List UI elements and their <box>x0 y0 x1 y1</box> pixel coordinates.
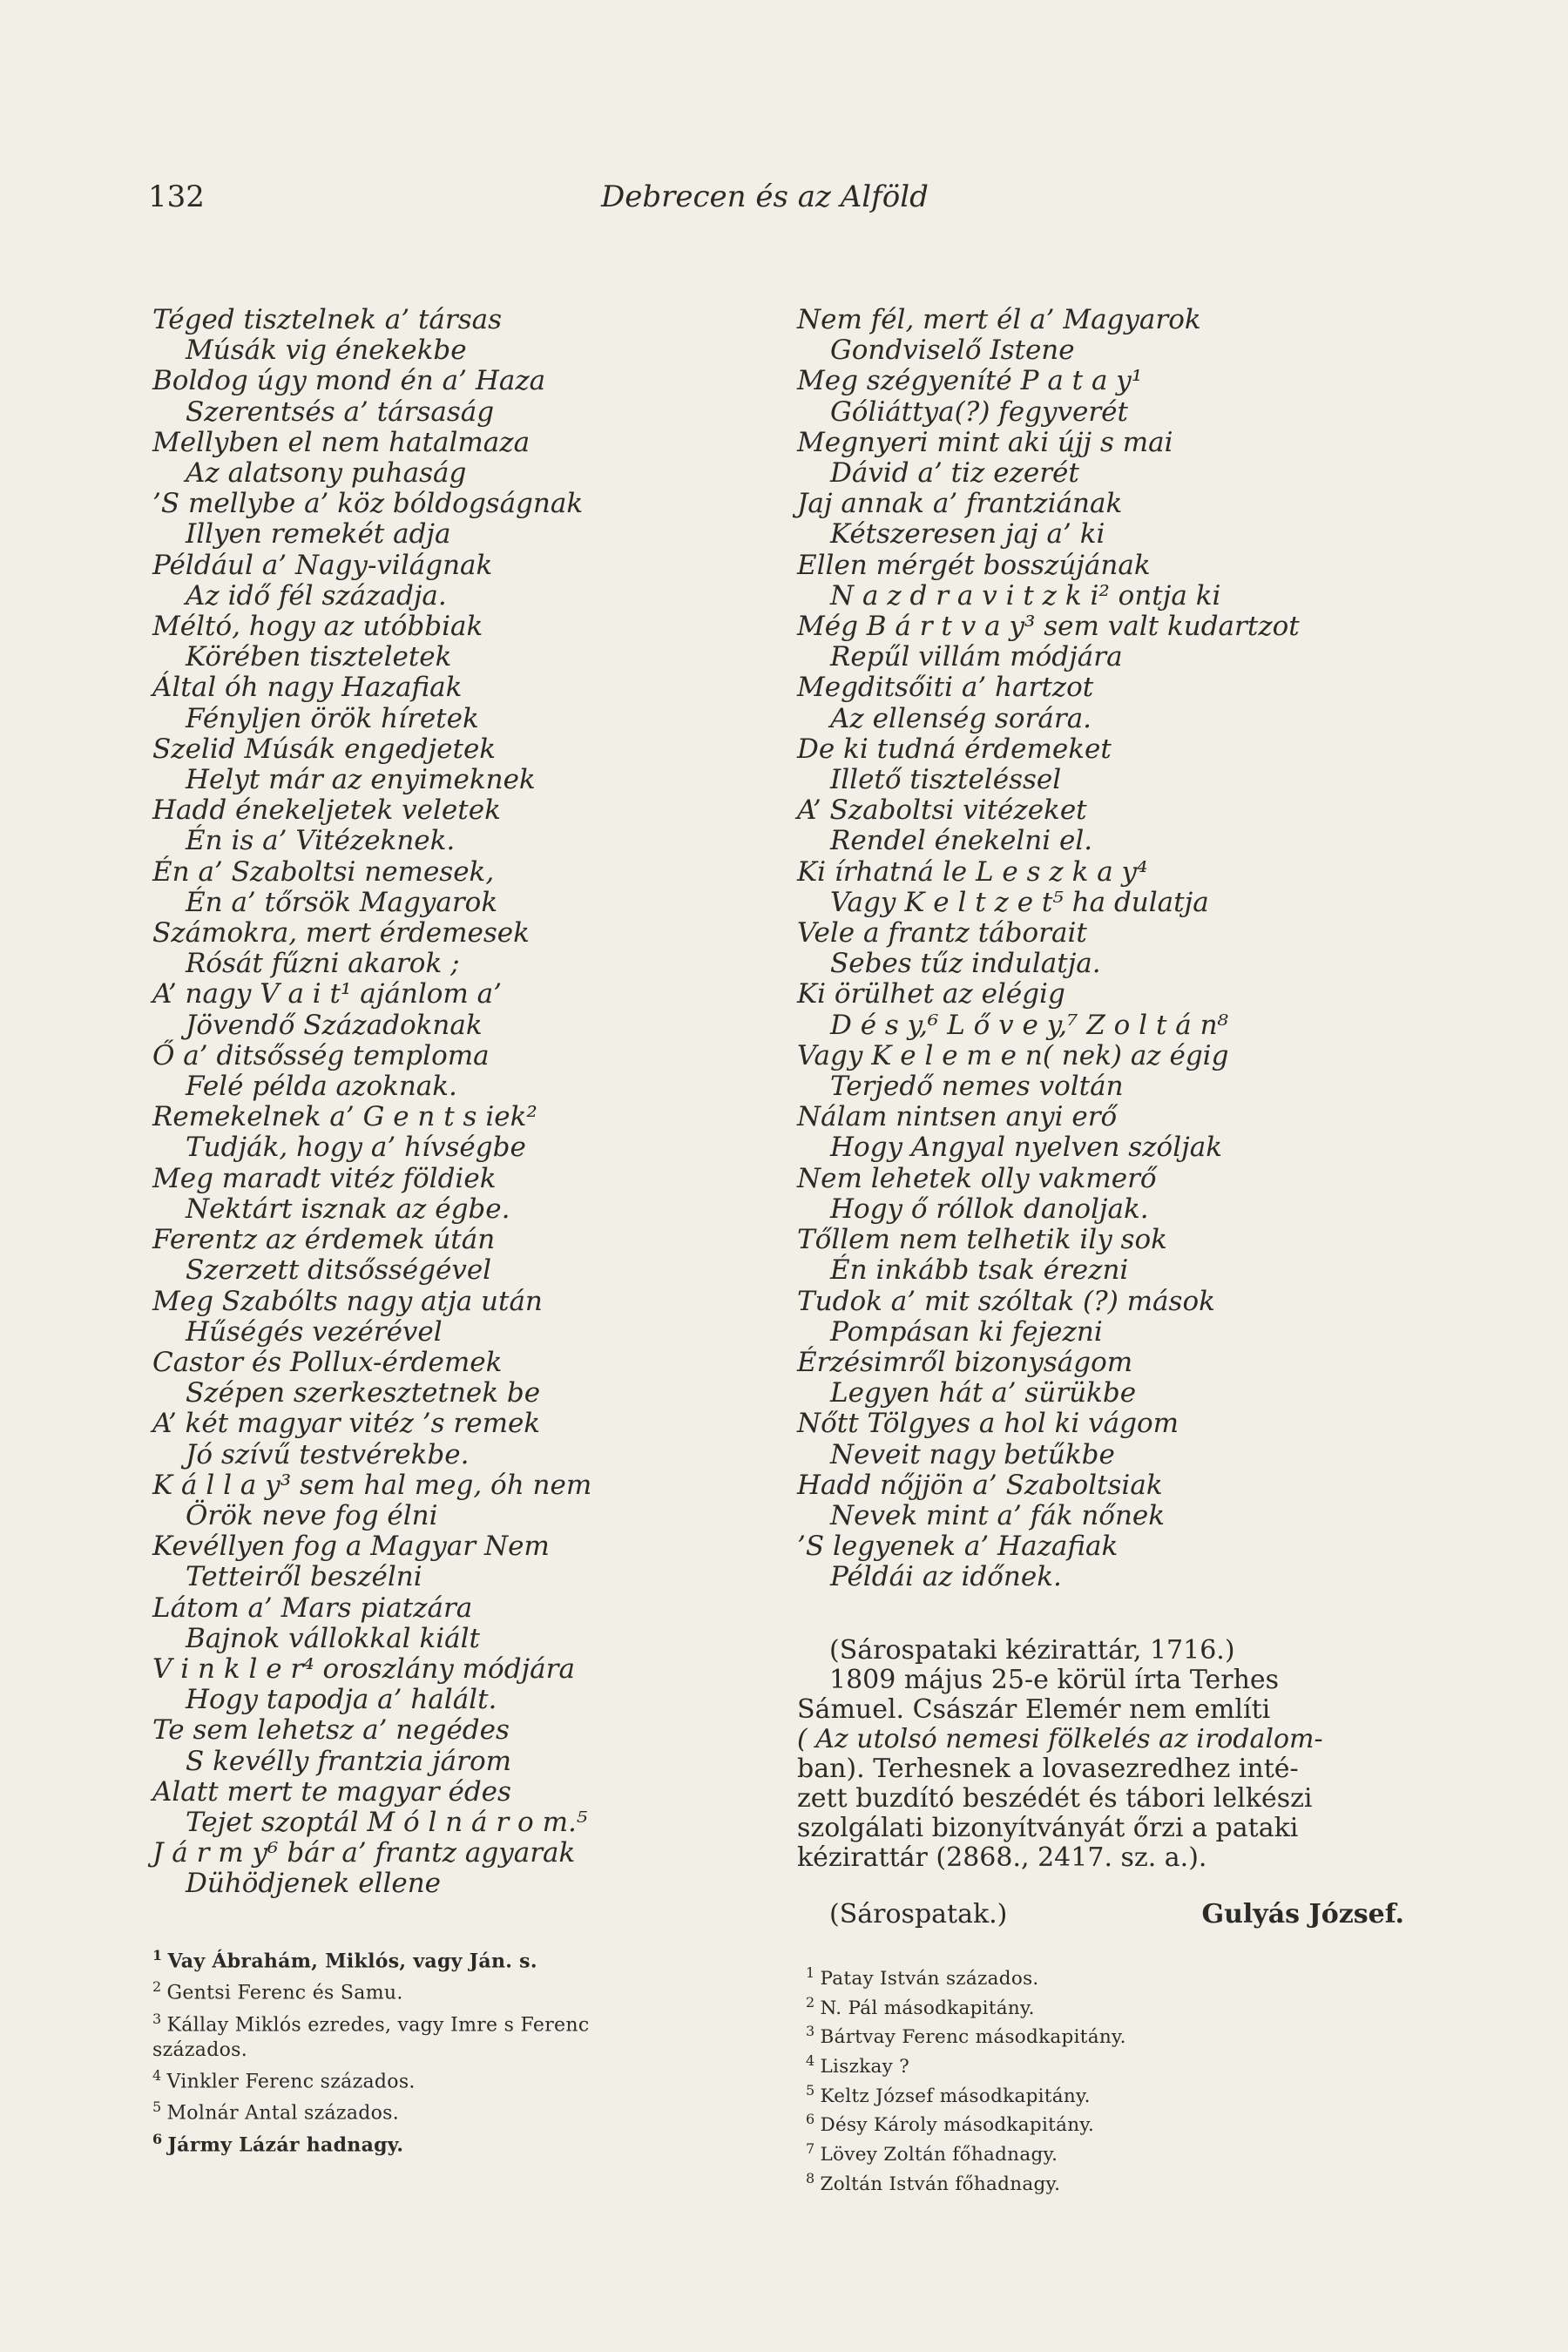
verse-line: Te sem lehetsz a’ negédes <box>152 1714 510 1747</box>
verse-line: Ő a’ ditsősség temploma <box>152 1039 490 1071</box>
source-note <box>797 1636 1407 1873</box>
footnote-text: Molnár Antal százados. <box>166 2102 400 2125</box>
footnote <box>152 2038 719 2063</box>
verse-line: N a z d r a v i t z k i² ontja ki <box>830 579 1221 612</box>
verse-line: Vagy K e l t z e t⁵ ha dulatja <box>830 886 1209 918</box>
verse-line: Rendel énekelni el. <box>830 825 1093 857</box>
verse-line: Neveit nagy betűkbe <box>830 1438 1115 1470</box>
footnote-text: Gentsi Ferenc és Samu. <box>166 1982 403 2004</box>
verse-line: Rósát fűzni akarok ; <box>186 948 460 980</box>
verse-line: Felé példa azoknak. <box>186 1071 457 1103</box>
verse-line: Az idő fél századja. <box>186 579 447 612</box>
footnotes-right <box>806 1962 1241 2196</box>
verse-line: Hűségés vezérével <box>186 1315 443 1348</box>
verse-line: D é s y,⁶ L ő v e y,⁷ Z o l t á n⁸ <box>830 1009 1228 1041</box>
verse-line: Számokra, mert érdemesek <box>152 917 530 950</box>
signature <box>829 1899 1404 1934</box>
verse-line: Góliáttya(?) fegyverét <box>830 395 1128 428</box>
verse-line: Bajnok vállokkal kiált <box>186 1622 481 1654</box>
verse-line: Szerzett ditsősségével <box>186 1254 492 1287</box>
footnote-text: Zoltán István főhadnagy. <box>820 2173 1061 2195</box>
verse-line: Repűl villám módjára <box>830 641 1123 673</box>
footnote-mark: 3 <box>806 2023 815 2040</box>
verse-line: Megditsőiti a’ hartzot <box>797 672 1094 704</box>
footnote-mark: 1 <box>806 1964 815 1981</box>
poem-right-column <box>797 305 1442 1593</box>
footnote-text: Désy Károly másodkapitány. <box>820 2114 1095 2137</box>
footnote <box>806 2020 1241 2050</box>
footnote <box>152 1943 719 1974</box>
footnote <box>806 2167 1241 2197</box>
verse-line: V i n k l e r⁴ oroszlány módjára <box>152 1652 575 1685</box>
verse-line: Például a’ Nagy-világnak <box>152 549 493 581</box>
verse-line: Szerentsés a’ társaság <box>186 395 495 428</box>
poem-left-column <box>152 305 780 1900</box>
verse-line: Illyen remekét adja <box>186 518 451 551</box>
footnote-text: Kállay Miklós ezredes, vagy Imre s Ferenc <box>166 2013 590 2036</box>
verse-line: Vagy K e l e m e n( nek) az égig <box>797 1039 1229 1071</box>
verse-line: J á r m y⁶ bár a’ frantz agyarak <box>152 1837 576 1869</box>
footnote-text: Bártvay Ferenc másodkapitány. <box>820 2026 1126 2049</box>
verse-line: Körében tiszteletek <box>186 641 452 673</box>
source-note-text: szolgálati bizonyítványát őrzi a pataki <box>797 1813 1299 1843</box>
footnote <box>806 1991 1241 2021</box>
footnote-mark: 5 <box>806 2081 815 2099</box>
verse-line: Megnyeri mint aki újj s mai <box>797 426 1173 458</box>
verse-line: Hadd nőjjön a’ Szaboltsiak <box>797 1469 1163 1501</box>
footnote-text: N. Pál másodkapitány. <box>820 1997 1035 2019</box>
verse-line: Szelid Músák engedjetek <box>152 733 497 765</box>
verse-line: A’ nagy V a i t¹ ajánlom a’ <box>152 978 502 1010</box>
signature-author: Gulyás József. <box>1201 1899 1404 1930</box>
verse-line: Ki örülhet az elégig <box>797 978 1065 1010</box>
verse-line: Érzésimről bizonyságom <box>797 1346 1133 1378</box>
verse-line: Szépen szerkesztetnek be <box>186 1377 541 1409</box>
footnotes-left <box>152 1943 719 2158</box>
verse-line: Én is a’ Vitézeknek. <box>186 825 456 857</box>
footnote-mark: 2 <box>806 1993 815 2011</box>
verse-line: Én a’ Szaboltsi nemesek, <box>152 855 495 888</box>
verse-line: ’S mellybe a’ köz bóldogságnak <box>152 488 584 520</box>
footnote <box>152 2006 719 2038</box>
verse-line: Tudok a’ mit szóltak (?) mások <box>797 1285 1215 1317</box>
footnote-mark: 1 <box>152 1947 163 1963</box>
footnote-mark: 3 <box>152 2010 162 2027</box>
verse-line: Tejet szoptál M ó l n á r o m.⁵ <box>186 1806 588 1838</box>
verse-line: Castor és Pollux-érdemek <box>152 1346 503 1378</box>
verse-line: Illető tiszteléssel <box>830 764 1062 796</box>
verse-line: Kevéllyen fog a Magyar Nem <box>152 1531 550 1563</box>
verse-line: Még B á r t v a y³ sem valt kudartzot <box>797 611 1300 643</box>
verse-line: Én a’ tőrsök Magyarok <box>186 886 498 918</box>
verse-line: Vele a frantz táborait <box>797 917 1087 950</box>
verse-line: Nálam nintsen anyi erő <box>797 1101 1118 1133</box>
verse-line: Meg szégyeníté P a t a y¹ <box>797 365 1143 397</box>
source-note-line <box>797 1784 1407 1814</box>
verse-line: Terjedő nemes voltán <box>830 1071 1124 1103</box>
footnote-text: Jármy Lázár hadnagy. <box>167 2132 404 2156</box>
page-number: 132 <box>148 179 205 214</box>
verse-line: Példái az időnek. <box>830 1561 1062 1593</box>
verse-line: Tudják, hogy a’ hívségbe <box>186 1132 526 1164</box>
verse-line: Gondviselő Istene <box>830 335 1075 367</box>
verse-line: Tetteiről beszélni <box>186 1561 422 1593</box>
verse-line: Kétszeresen jaj a’ ki <box>830 518 1105 551</box>
verse-line: S kevélly frantzia járom <box>186 1745 512 1777</box>
verse-line: Ki írhatná le L e s z k a y⁴ <box>797 855 1148 888</box>
source-note-text: Sámuel. Császár Elemér nem említi <box>797 1694 1271 1725</box>
verse-line: Látom a’ Mars piatzára <box>152 1592 473 1624</box>
verse-line: Ferentz az érdemek útán <box>152 1224 496 1256</box>
verse-line: Nevek mint a’ fák nőnek <box>830 1499 1166 1531</box>
verse-line: Jövendő Századoknak <box>186 1009 483 1041</box>
source-note-line <box>797 1843 1407 1873</box>
footnote <box>806 2138 1241 2167</box>
footnote-text: Liszkay ? <box>820 2056 910 2078</box>
footnote-mark: 5 <box>152 2099 162 2116</box>
verse-line: Alatt mert te magyar édes <box>152 1775 511 1808</box>
verse-line: Hadd énekeljetek veletek <box>152 794 501 827</box>
verse-line: Helyt már az enyimeknek <box>186 764 536 796</box>
verse-line: Jó szívű testvérekbe. <box>186 1438 470 1470</box>
footnote <box>806 2079 1241 2109</box>
verse-line: Hogy Angyal nyelven szóljak <box>830 1132 1222 1164</box>
source-note-line <box>797 1754 1407 1784</box>
verse-line: A’ két magyar vitéz ’s remek <box>152 1408 541 1440</box>
verse-line: De ki tudná érdemeket <box>797 733 1112 765</box>
footnote-mark: 8 <box>806 2169 815 2186</box>
source-note-line <box>797 1666 1407 1695</box>
footnote-mark: 7 <box>806 2139 815 2157</box>
verse-line: Nem fél, mert él a’ Magyarok <box>797 304 1201 335</box>
source-note-line <box>797 1695 1407 1725</box>
footnote-mark: 2 <box>152 1978 162 1996</box>
verse-line: Mellyben el nem hatalmaza <box>152 426 531 458</box>
source-note-line <box>797 1814 1407 1843</box>
source-note-text: 1809 május 25-e körül írta Terhes <box>829 1665 1280 1695</box>
source-note-text: ban). Terhesnek a lovasezredhez inté- <box>797 1754 1299 1784</box>
verse-line: Fényljen örök híretek <box>186 702 479 734</box>
source-note-text: kézirattár (2868., 2417. sz. a.). <box>797 1842 1207 1873</box>
verse-line: Által óh nagy Hazafiak <box>152 672 463 704</box>
footnote <box>152 2063 719 2094</box>
footnote-text: Vay Ábrahám, Miklós, vagy Ján. s. <box>167 1950 537 1973</box>
footnote-text: százados. <box>152 2038 248 2061</box>
source-note-line <box>797 1636 1407 1666</box>
footnote-text: Lövey Zoltán főhadnagy. <box>820 2144 1058 2166</box>
footnote-text: Patay István százados. <box>820 1968 1039 1990</box>
footnote-mark: 6 <box>806 2111 815 2128</box>
verse-line: Nem lehetek olly vakmerő <box>797 1162 1157 1194</box>
footnote <box>152 1974 719 2005</box>
verse-line: Nektárt isznak az égbe. <box>186 1193 510 1225</box>
source-note-text: (Sárospataki kézirattár, 1716.) <box>829 1635 1235 1666</box>
source-note-line <box>797 1725 1407 1754</box>
footnote <box>806 2050 1241 2079</box>
source-note-text: zett buzdító beszédét és tábori lelkészi <box>797 1783 1313 1814</box>
verse-line: Méltó, hogy az utóbbiak <box>152 611 483 643</box>
source-note-text: ( Az utolsó nemesi fölkelés az irodalom- <box>797 1724 1323 1754</box>
verse-line: Boldog úgy mond én a’ Haza <box>152 365 546 397</box>
verse-line: Tőllem nem telhetik ily sok <box>797 1224 1167 1256</box>
footnote <box>806 1962 1241 1991</box>
verse-line: Hogy ő róllok danoljak. <box>830 1193 1149 1225</box>
verse-line: Hogy tapodja a’ halált. <box>186 1684 497 1716</box>
verse-line: Dühödjenek ellene <box>186 1868 442 1900</box>
verse-line: Az alatsony puhaság <box>186 457 467 490</box>
page-header <box>0 174 1568 226</box>
footnote <box>806 2108 1241 2138</box>
footnote <box>152 2094 719 2126</box>
verse-line: Legyen hát a’ sürükbe <box>830 1377 1137 1409</box>
verse-line: ’S legyenek a’ Hazafiak <box>797 1531 1119 1563</box>
verse-line: Örök neve fog élni <box>186 1499 438 1531</box>
verse-line: Pompásan ki fejezni <box>830 1315 1103 1348</box>
footnote-mark: 6 <box>152 2130 163 2147</box>
verse-line: K á l l a y³ sem hal meg, óh nem <box>152 1469 592 1501</box>
verse-line: Nőtt Tölgyes a hol ki vágom <box>797 1408 1179 1440</box>
verse-line: Az ellenség sorára. <box>830 702 1092 734</box>
footnote-text: Vinkler Ferenc százados. <box>166 2071 416 2093</box>
verse-line: Músák vig énekekbe <box>186 335 467 367</box>
signature-place: (Sárospatak.) <box>829 1899 1008 1930</box>
running-title: Debrecen és az Alföld <box>601 179 929 214</box>
verse-line: Dávid a’ tiz ezerét <box>830 457 1079 490</box>
footnote-text: Keltz József másodkapitány. <box>820 2085 1091 2107</box>
verse-line: Ellen mérgét bosszújának <box>797 549 1151 581</box>
verse-line: Meg maradt vitéz földiek <box>152 1162 497 1194</box>
verse-line: Sebes tűz indulatja. <box>830 948 1101 980</box>
footnote <box>152 2126 719 2158</box>
footnote-mark: 4 <box>806 2051 815 2069</box>
verse-line: Jaj annak a’ frantziának <box>797 488 1123 520</box>
verse-line: Én inkább tsak érezni <box>830 1254 1129 1287</box>
verse-line: Meg Szabólts nagy atja után <box>152 1285 543 1317</box>
verse-line: A’ Szaboltsi vitézeket <box>797 794 1087 827</box>
footnote-mark: 4 <box>152 2066 162 2084</box>
verse-line: Téged tisztelnek a’ társas <box>152 304 503 335</box>
verse-line: Remekelnek a’ G e n t s iek² <box>152 1101 537 1133</box>
